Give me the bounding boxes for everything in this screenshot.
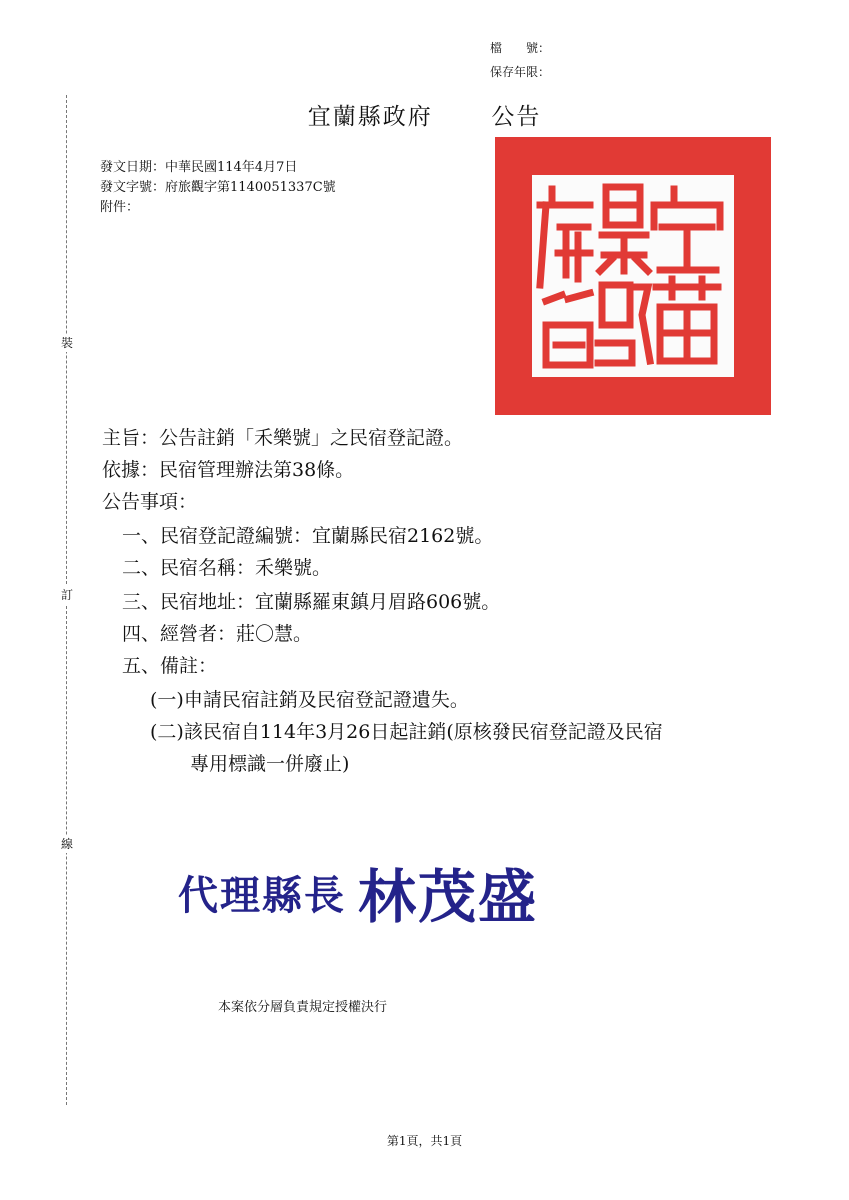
signature-name: 林茂盛 xyxy=(358,863,539,931)
item-3: 三、民宿地址：宜蘭縣羅東鎮月眉路606號。 xyxy=(122,591,501,613)
delegation-note: 本案依分層負責規定授權決行 xyxy=(218,1000,388,1015)
item-5: 五、備註： xyxy=(122,655,218,677)
binding-mark-xian: 線 xyxy=(61,837,74,851)
note-2: (二)該民宿自114年3月26日起註銷(原核發民宿登記證及民宿 xyxy=(150,721,663,743)
binding-mark-ding: 訂 xyxy=(61,588,74,602)
basis-line: 依據：民宿管理辦法第38條。 xyxy=(102,459,355,481)
signature-role: 代理縣長 xyxy=(178,872,346,919)
item-1: 一、民宿登記證編號：宜蘭縣民宿2162號。 xyxy=(122,525,494,547)
document-number: 發文字號：府旅觀字第1140051337C號 xyxy=(100,180,336,195)
issue-date: 發文日期：中華民國114年4月7日 xyxy=(100,160,298,175)
header-fields xyxy=(100,158,336,218)
official-seal xyxy=(495,137,771,415)
items-heading: 公告事項： xyxy=(102,491,198,513)
file-number-label: 檔 號： xyxy=(490,41,551,55)
subject-line: 主旨：公告註銷「禾樂號」之民宿登記證。 xyxy=(102,427,464,449)
file-meta xyxy=(490,36,550,84)
attachment: 附件： xyxy=(100,200,140,215)
note-1: (一)申請民宿註銷及民宿登記證遺失。 xyxy=(150,689,469,711)
page-number: 第1頁，共1頁 xyxy=(386,1134,463,1148)
seal-glyphs xyxy=(532,175,734,377)
signature-stamp xyxy=(178,850,538,934)
item-2: 二、民宿名稱：禾樂號。 xyxy=(122,557,332,579)
agency-name: 宜蘭縣政府 xyxy=(307,104,433,130)
binding-mark-zhuang: 裝 xyxy=(61,336,74,350)
seal-inner-field xyxy=(532,175,734,377)
document-title xyxy=(0,98,849,131)
retention-period-label: 保存年限： xyxy=(490,65,551,79)
item-4: 四、經營者：莊〇慧。 xyxy=(122,623,313,645)
document-type: 公告 xyxy=(491,104,542,130)
note-2-continuation: 專用標識一併廢止) xyxy=(190,753,350,775)
